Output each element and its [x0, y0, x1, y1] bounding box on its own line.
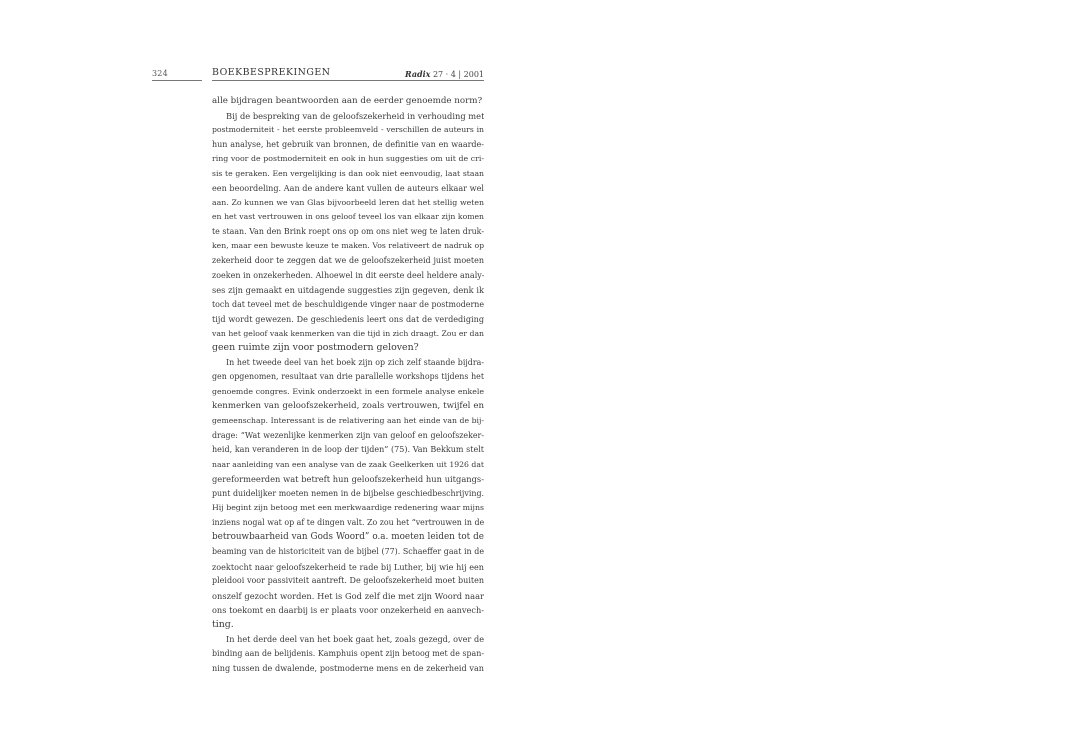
text-line: In het tweede deel van het boek zijn op zich zelf staande bijdra- — [226, 357, 484, 367]
text-line: gemeenschap. Interessant is de relativering aan het einde van de bij- — [212, 416, 484, 426]
text-line: genoemde congres. Evink onderzoekt in een formele analyse enkele — [212, 386, 484, 396]
text-line: inziens nogal wat op af te dingen valt. Zo zou het “vertrouwen in de — [212, 517, 484, 527]
text-line: naar aanleiding van een analyse van de zaak Geelkerken uit 1926 dat — [212, 459, 484, 469]
text-line: zekerheid door te zeggen dat we de geloofszekerheid juist moeten — [212, 256, 484, 266]
text-line: zoektocht naar geloofszekerheid te rade bij Luther, bij wie hij een — [212, 561, 484, 572]
text-line: heid, kan veranderen in de loop der tijden” (75). Van Bekkum stelt — [212, 445, 484, 455]
text-line: een beoordeling. Aan de andere kant vullen de auteurs elkaar wel — [212, 183, 484, 194]
text-line: en het vast vertrouwen in ons geloof teveel los van elkaar zijn komen — [212, 212, 484, 222]
text-line: Hij begint zijn betoog met een merkwaardige redenering waar mijns — [212, 503, 484, 513]
header-rule — [212, 80, 484, 81]
text-line: ses zijn gemaakt en uitdagende suggesties zijn gegeven, denk ik — [212, 285, 484, 296]
text-line: ons toekomt en daarbij is er plaats voor onzekerheid en aanvech- — [212, 605, 484, 616]
journal-reference — [400, 69, 484, 79]
text-line: drage: “Wat wezenlijke kenmerken zijn van geloof en geloofszeker- — [212, 430, 484, 440]
journal-issue: 27 · 4 | 2001 — [432, 70, 484, 79]
text-line: sis te geraken. Een vergelijking is dan ook niet eenvoudig, laat staan — [212, 168, 484, 178]
text-line: betrouwbaarheid van Gods Woord” o.a. moeten leiden tot de — [212, 532, 484, 543]
text-line: gen opgenomen, resultaat van drie parallelle workshops tijdens het — [212, 372, 484, 382]
text-line: ken, maar een bewuste keuze te maken. Vos relativeert de nadruk op — [212, 241, 484, 251]
text-line: hun analyse, het gebruik van bronnen, de definitie van en waarde- — [212, 139, 484, 149]
text-line: pleidooi voor passiviteit aantreft. De geloofszekerheid moet buiten — [212, 576, 484, 586]
text-line: Bij de bespreking van de geloofszekerheid in verhouding met — [226, 110, 484, 121]
text-line: kenmerken van geloofszekerheid, zoals vertrouwen, twijfel en — [212, 401, 484, 412]
text-line: aan. Zo kunnen we van Glas bijvoorbeeld leren dat het stellig weten — [212, 197, 484, 207]
text-line: binding aan de belijdenis. Kamphuis opent zijn betoog met de span- — [212, 648, 484, 658]
text-line: postmoderniteit - het eerste probleemveld - verschillen de auteurs in — [212, 125, 484, 135]
journal-name: Radix — [404, 69, 431, 79]
text-line: zoeken in onzekerheden. Alhoewel in dit eerste deel heldere analy- — [212, 270, 484, 280]
text-line: gereformeerden wat betreft hun geloofszekerheid hun uitgangs- — [212, 474, 484, 485]
text-line: ning tussen de dwalende, postmoderne mens en de zekerheid van — [212, 663, 484, 674]
text-line: van het geloof vaak kenmerken van die tijd in zich draagt. Zou er dan — [212, 328, 484, 338]
text-line: toch dat teveel met de beschuldigende vinger naar de postmoderne — [212, 299, 484, 309]
text-line: ting. — [212, 618, 234, 630]
text-line: geen ruimte zijn voor postmodern geloven? — [212, 342, 419, 354]
text-line: punt duidelijker moeten nemen in de bijbelse geschiedbeschrijving. — [212, 488, 484, 498]
text-line: te staan. Van den Brink roept ons op om ons niet weg te laten druk- — [212, 226, 484, 236]
review-body-text — [212, 94, 484, 676]
text-line: ring voor de postmoderniteit en ook in hun suggesties om uit de cri- — [212, 154, 484, 164]
section-title: BOEKBESPREKINGEN — [212, 67, 331, 78]
page-number: 324 — [152, 69, 168, 78]
text-line: In het derde deel van het boek gaat het, zoals gezegd, over de — [226, 634, 484, 645]
text-line: onszelf gezocht worden. Het is God zelf die met zijn Woord naar — [212, 590, 484, 601]
page-number-rule — [152, 80, 202, 81]
text-line: tijd wordt gewezen. De geschiedenis leert ons dat de verdediging — [212, 314, 484, 325]
text-line: beaming van de historiciteit van de bijbel (77). Schaeffer gaat in de — [212, 546, 484, 556]
text-line: alle bijdragen beantwoorden aan de eerder genoemde norm? — [212, 96, 483, 106]
